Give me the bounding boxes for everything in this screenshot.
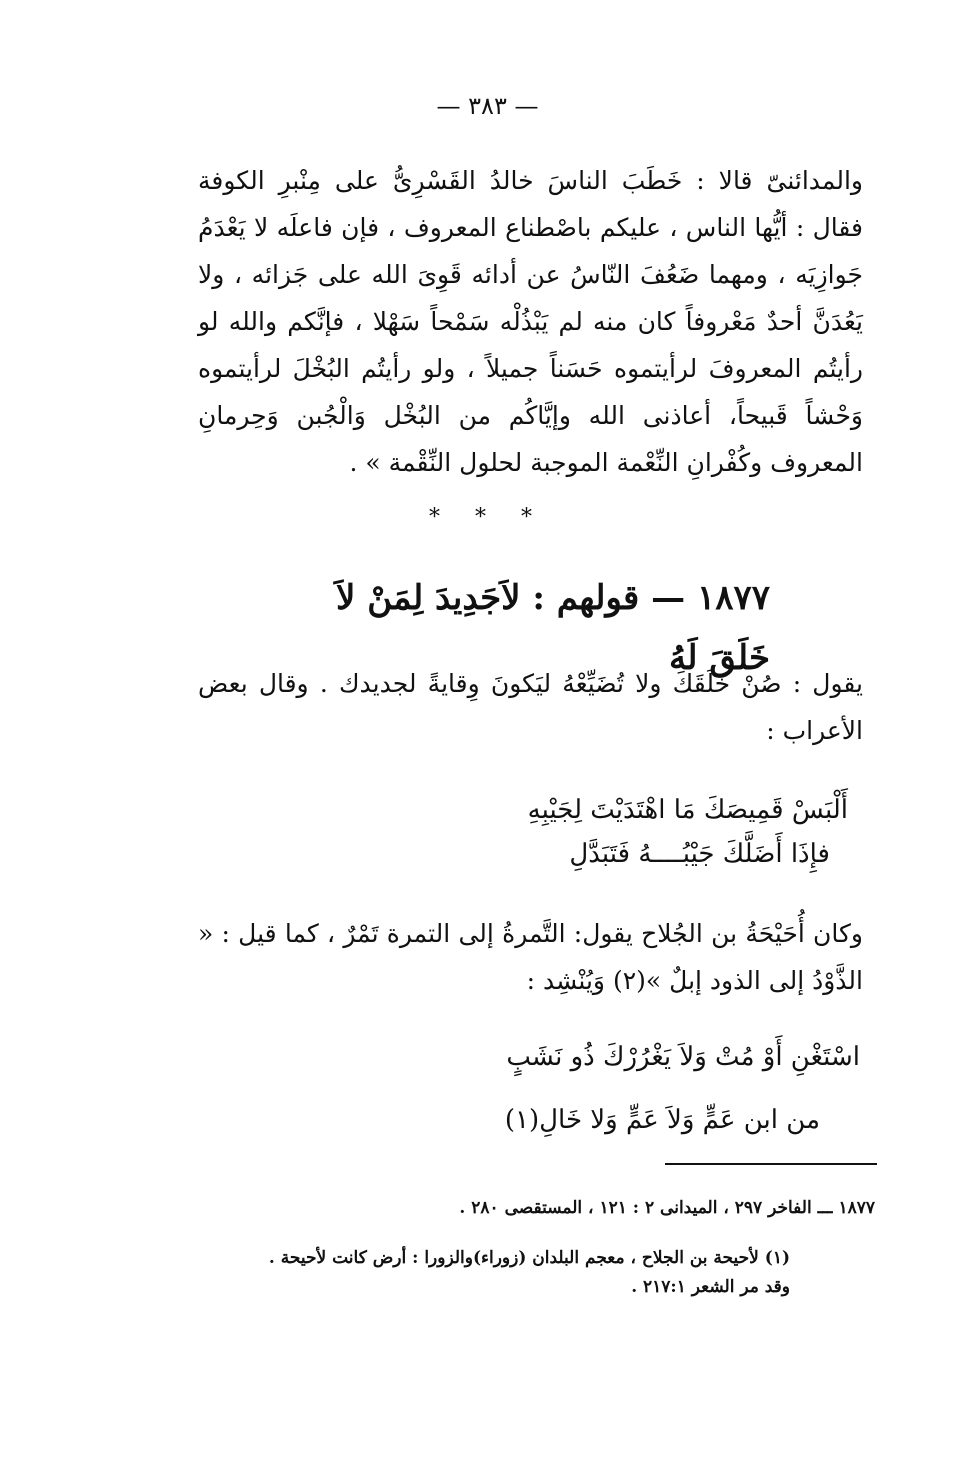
section-separator: * * *: [429, 505, 546, 530]
verse-2-line-2: من ابن عَمٍّ وَلاَ عَمٍّ وَلا خَالِ(١): [504, 1105, 820, 1135]
footnote-divider: [665, 1163, 877, 1165]
page-number: — ٣٨٣ —: [436, 92, 539, 120]
verse-1-line-1: أَلْبَسْ قَمِيصَكَ مَا اهْتَدَيْتَ لِجَيْبِهِ: [527, 795, 848, 825]
footnote-1-line-1: (١) لأحيحة بن الجلاح ، معجم البلدان (زوراء)والزورا : أرض كانت لأحيحة .: [268, 1248, 790, 1268]
entry-heading-1877: ١٨٧٧ — قولهم : لاَجَدِيدَ لِمَنْ لاَ خَلَقَ لَهُ: [336, 578, 770, 678]
verse-1-line-2: فإِذَا أَضَلَّكَ جَيْبُــــهُ فَتَبَدَّلِ: [569, 839, 830, 869]
body-paragraph-khalid-sermon: والمدائنىّ قالا : خَطَبَ الناسَ خالدُ القَسْرِىُّ على مِنْبرِ الكوفة فقال : أيُّها الناس ، عليكم باصْطناع المعروف ، فإن فاعلَه لا يَعْدَمُ جَوازِيَه ، ومهما ضَعُفَ النّاسُ عن أدائه قَوِىَ الله على جَزائه ، ولا يَعُدَنَّ أحدٌ مَعْروفاً كان منه لم يَبْذُلْه سَمْحاً سَهْلا ، فإنَّكم والله لو رأيتُم المعروفَ لرأيتموه حَسَناً جميلاً ، ولو رأيتُم البُخْلَ لرأيتموه وَحْشاً قَبيحاً، أعاذنى الله وإيَّاكُم من البُخْل وَالْجُبن وَحِرمانِ المعروف وكُفْرانِ النِّعْمة الموجبة لحلول النِّقْمة » .: [198, 166, 863, 477]
footnote-1-line-2: وقد مر الشعر ٢١٧:١ .: [631, 1277, 790, 1297]
verse-2-line-1: اسْتَغْنِ أَوْ مُتْ وَلاَ يَغْرُرْكَ ذُو نَشَبٍ: [506, 1042, 860, 1072]
body-paragraph-explanation: يقول : صُنْ خَلَقَكَ ولا تُضَيِّعْهُ ليَكونَ وِقايةً لجديدك . وقال بعض الأعراب :: [198, 669, 863, 745]
body-paragraph-uhayha: وكان أُحَيْحَةُ بن الجُلاح يقول: التَّمرةُ إلى التمرة تَمْرٌ ، كما قيل : « الذَّوْدُ إلى الذود إبلٌ »(٢) وَيُنْشِد :: [198, 919, 863, 995]
footnote-sources: ١٨٧٧ ـــ الفاخر ٢٩٧ ، الميدانى ٢ : ١٢١ ، المستقصى ٢٨٠ .: [459, 1198, 875, 1218]
